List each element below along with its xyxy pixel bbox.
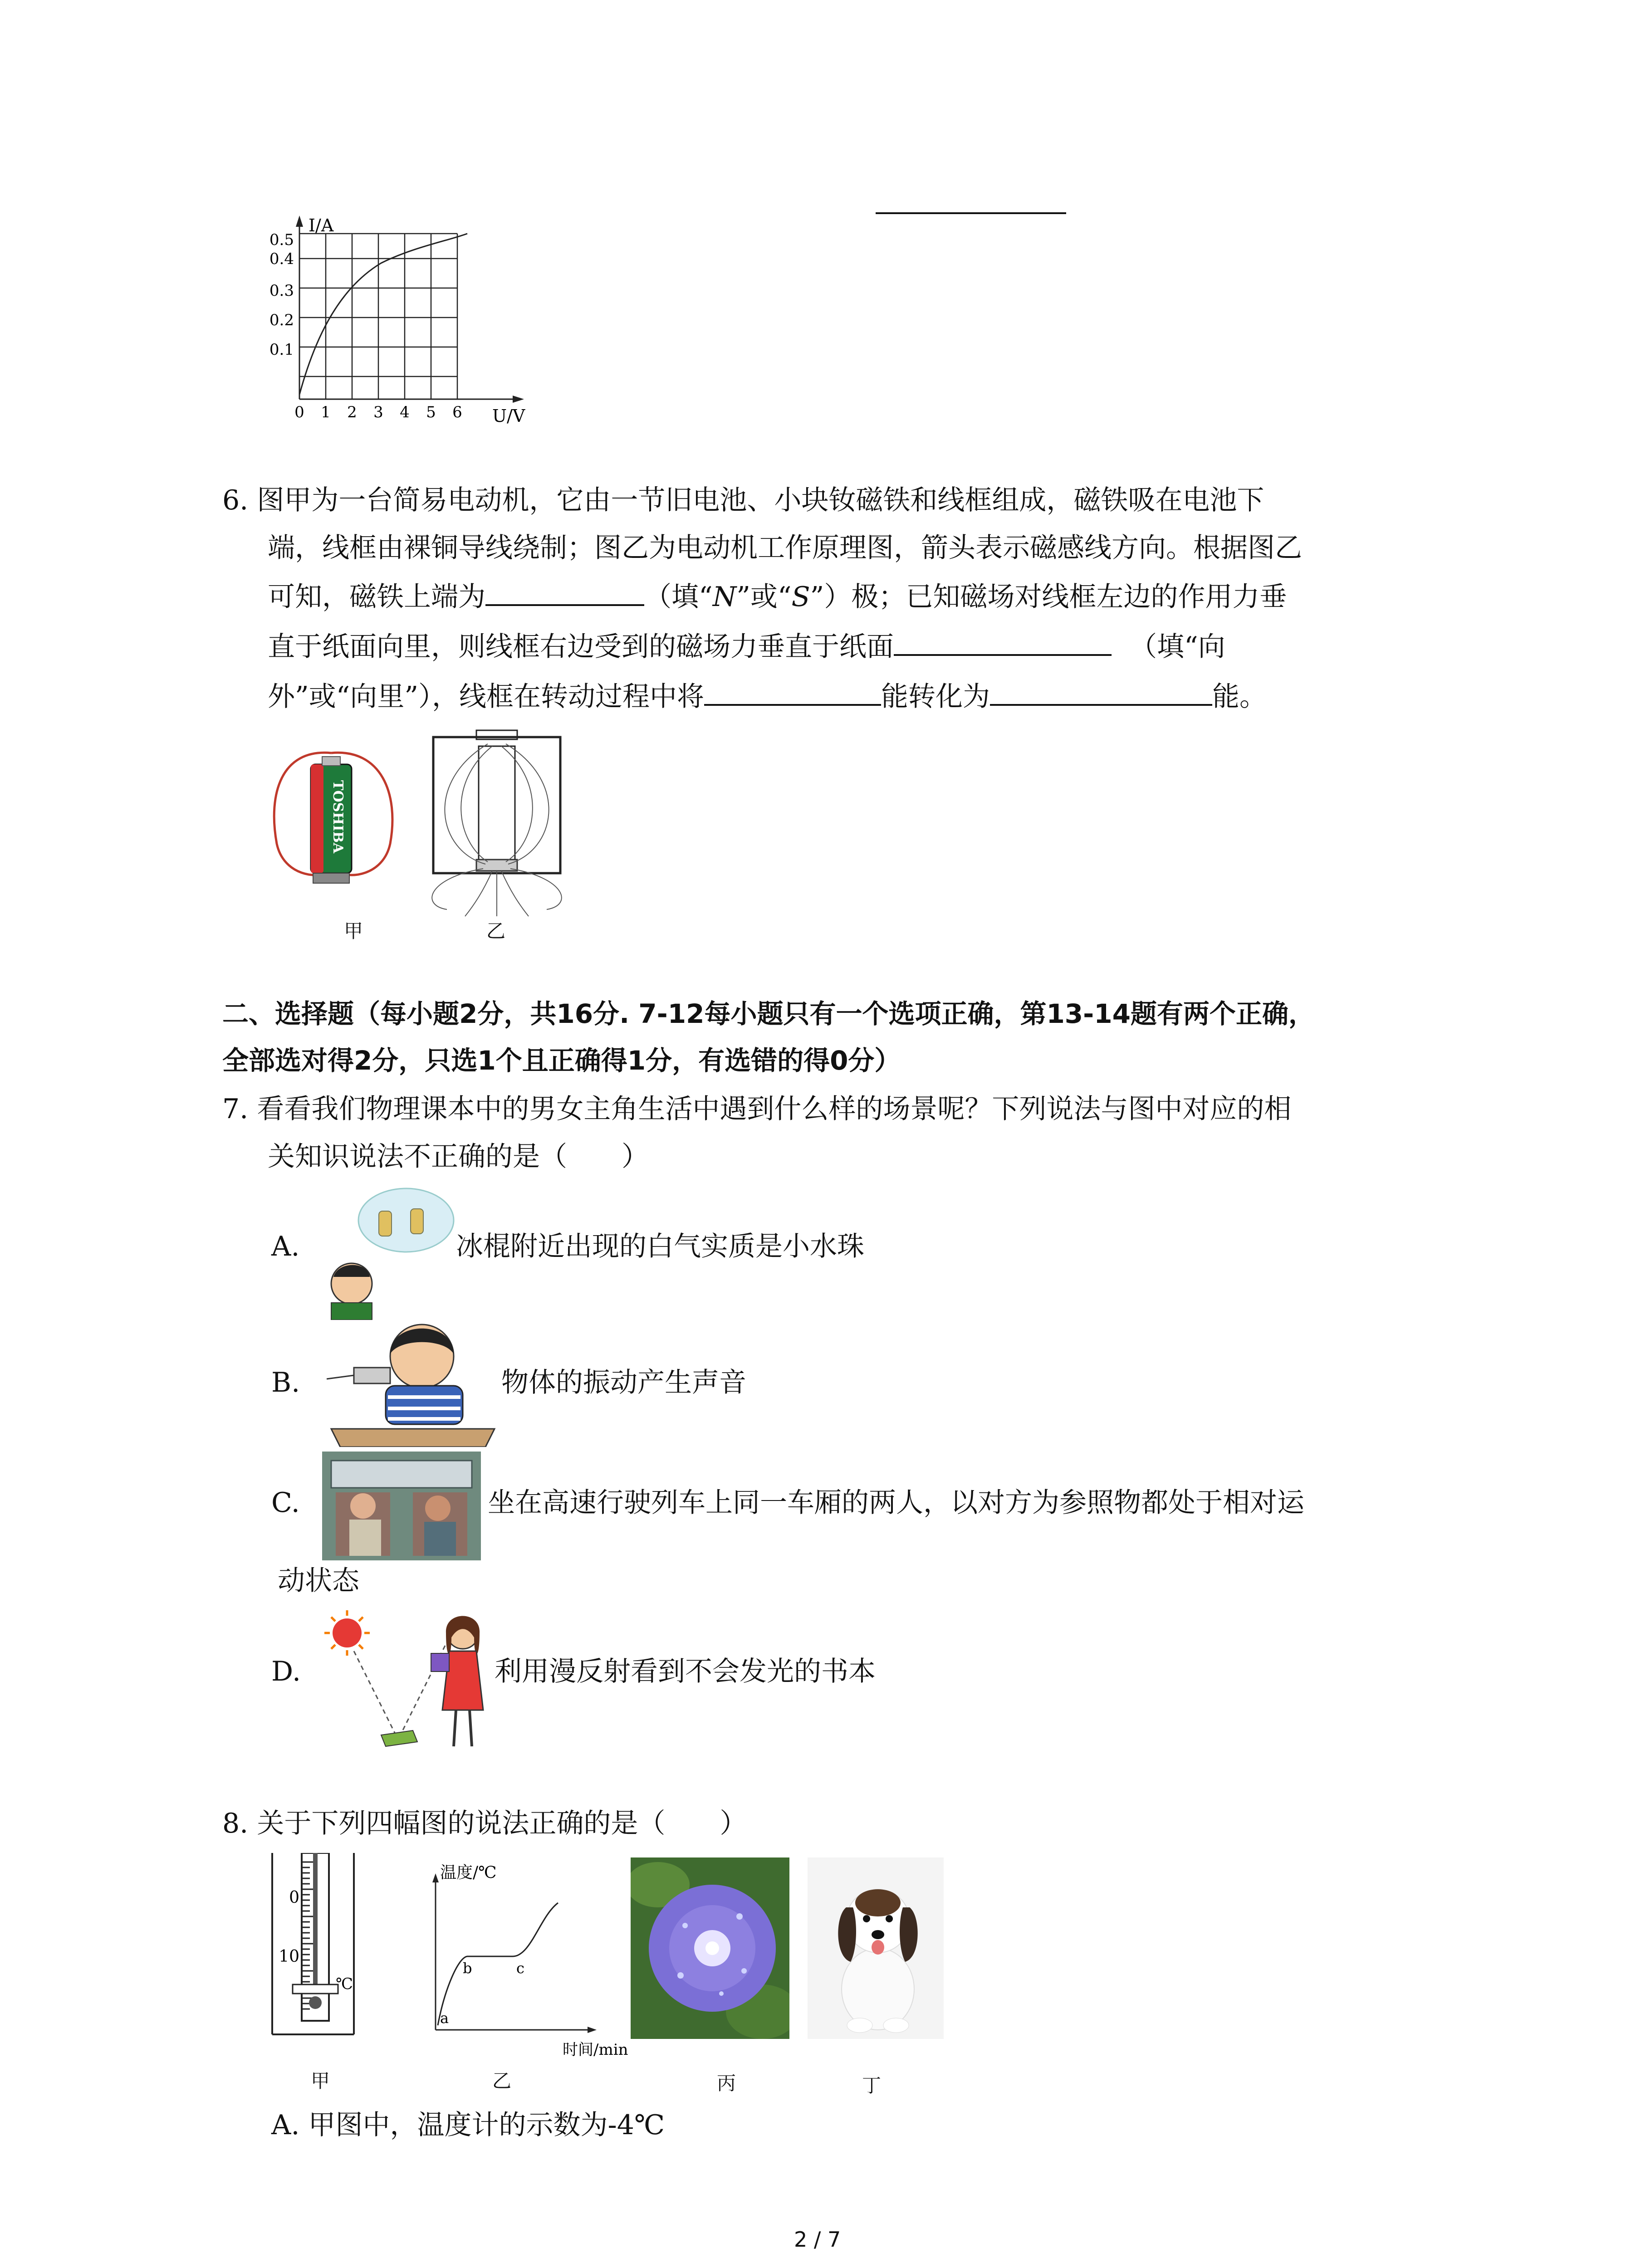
q8-caption-bing: 丙 [717,2072,736,2094]
q6-line-4: 直于纸面向里，则线框右边受到的磁场力垂直于纸面 （填“向 [268,626,1225,667]
field-lines [432,744,562,916]
q6-line-5: 外”或“向里”），线框在转动过程中将 能转化为 能。 [268,676,1267,717]
q7-option-b-text: 物体的振动产生声音 [501,1367,746,1398]
q6-line-1: 6. 图甲为一台简易电动机，它由一节旧电池、小块钕磁铁和线框组成，磁铁吸在电池下 [222,484,1264,516]
q7-option-c-text-2: 动状态 [278,1565,359,1597]
desk [331,1429,495,1447]
q8-option-a[interactable]: A. 甲图中，温度计的示数为-4℃ [271,2109,665,2141]
magnet [313,873,349,883]
tin-can-phone [354,1368,390,1383]
iu-curve [299,234,467,395]
wire-frame [433,737,560,873]
section2-heading-line-2: 全部选对得2分，只选1个且正确得1分，有选错的得0分） [222,1045,901,1076]
luggage-rack [331,1461,472,1488]
battery-red-band [311,764,323,873]
passenger-1-body [349,1520,381,1556]
q6-line-3: 可知，磁铁上端为 （填“N”或“S”）极；已知磁场对线框左边的作用力垂 [268,576,1287,617]
x-tick-label: 2 [347,403,357,421]
q7-option-a-text: 冰棍附近出现的白气实质是小水珠 [456,1231,864,1262]
q6-caption-jia: 甲 [344,920,363,942]
q8-caption-jia: 甲 [311,2070,330,2092]
thermometer-clip [293,1984,338,1994]
q6-line-2: 端，线框由裸铜导线绕制；图乙为电动机工作原理图，箭头表示磁感线方向。根据图乙 [268,532,1302,564]
q7-option-d-label[interactable]: D. [271,1656,301,1687]
heating-curve-figure [417,1853,644,2062]
heating-curve [438,1903,558,2025]
thermo-tick-0: 0 [289,1888,299,1907]
q6-blank-magnet-pole[interactable] [485,576,644,606]
passenger-2-head [425,1496,451,1521]
iu-graph [245,213,535,431]
q6-caption-yi: 乙 [486,920,506,942]
point-c: c [516,1960,524,1977]
battery-brand: TOSHIBA [330,780,346,854]
sun-icon [333,1618,362,1647]
q6-line-3a: 可知，磁铁上端为 [268,581,485,613]
reflected-ray [399,1637,449,1737]
q7-line-2: 关知识说法不正确的是（ ） [268,1141,649,1173]
q6-blank-energy-to[interactable] [990,676,1212,706]
dog-nose [872,1930,884,1939]
x-tick-label: 0 [294,403,304,421]
top-answer-blank [876,212,1066,214]
x-axis-arrow [513,396,524,403]
q6-blank-energy-from[interactable] [704,676,881,706]
thought-bubble [358,1188,454,1252]
q7-option-b-label[interactable]: B. [271,1367,300,1398]
graph-xlabel: U/V [492,406,525,426]
y-tick-label: 0.1 [269,341,294,359]
ice-pop-2 [411,1209,423,1234]
heat-xlabel: 时间/min [563,2041,628,2059]
boy-tin-phone-image [322,1315,499,1447]
y-axis-arrow [296,215,303,227]
battery-outline [479,746,515,860]
x-tick-label: 4 [400,403,410,421]
battery-motor-figure [263,739,404,903]
thermo-unit: ℃ [336,1975,353,1993]
q8-caption-ding: 丁 [862,2074,882,2097]
thermo-tick-10: 10 [279,1947,299,1966]
heat-ylabel: 温度/℃ [440,1863,497,1882]
girl-backpack [431,1653,449,1672]
y-tick-label: 0.3 [269,282,294,300]
passenger-2-body [424,1522,456,1556]
q7-line-1: 7. 看看我们物理课本中的男女主角生活中遇到什么样的场景呢？下列说法与图中对应的相 [222,1093,1292,1125]
train-passengers-image [322,1452,481,1560]
dog-tongue [872,1940,884,1955]
x-tick-label: 5 [426,403,436,421]
q7-option-c-label[interactable]: C. [271,1487,300,1519]
x-tick-label: 1 [321,403,331,421]
x-tick-label: 3 [373,403,383,421]
section2-heading-line-1: 二、选择题（每小题2分，共16分. 7-12每小题只有一个选项正确，第13-14题有两个正确， [222,998,1315,1029]
dog-body [842,1948,914,2030]
dog-photo [808,1857,944,2039]
q7-option-c-text: 坐在高速行驶列车上同一车厢的两人，以对方为参照物都处于相对运 [488,1487,1304,1519]
point-a: a [440,2009,449,2027]
morning-glory-photo [631,1857,789,2039]
q7-option-a-label[interactable]: A. [271,1231,300,1262]
sun-book-girl-image [318,1606,499,1755]
field-line-figure [420,728,574,919]
passenger-1-head [350,1493,376,1519]
graph-ylabel: I/A [309,215,334,235]
incident-ray [354,1651,397,1737]
page-number: 2 / 7 [794,2227,841,2252]
q8-line-1: 8. 关于下列四幅图的说法正确的是（ ） [222,1808,747,1839]
q6-blank-force-direction[interactable] [894,626,1112,656]
point-b: b [463,1960,472,1977]
battery-terminal [322,757,340,766]
y-tick-label: 0.5 [269,231,294,249]
q8-caption-yi: 乙 [492,2070,512,2092]
q7-option-d-text: 利用漫反射看到不会发光的书本 [495,1656,876,1687]
thermometer-column [313,1853,318,1994]
x-tick-label: 6 [452,403,462,421]
thermometer-figure [268,1853,358,2039]
thermometer-bulb [309,1996,322,2009]
boy-ice-pop-image [324,1184,456,1320]
book-icon [381,1730,417,1746]
y-tick-label: 0.4 [269,250,294,268]
y-tick-label: 0.2 [269,311,294,329]
ice-pop-1 [379,1211,392,1236]
